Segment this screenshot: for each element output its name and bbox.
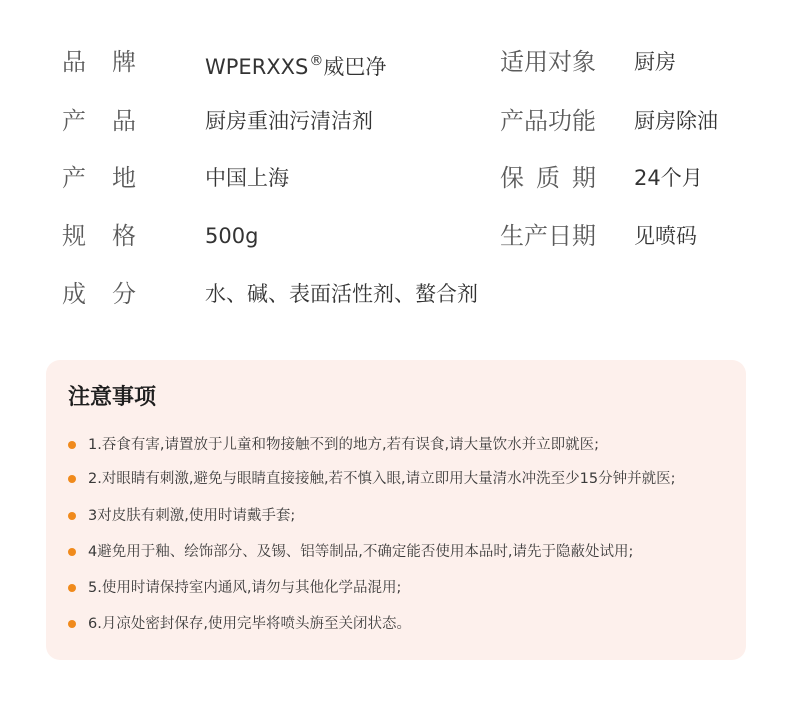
brand-value — [205, 46, 386, 82]
origin-label: 产地 — [62, 164, 162, 192]
product-spec-table — [0, 0, 790, 340]
notice-title: 注意事项 — [68, 385, 157, 410]
bullet-dot-icon — [68, 620, 76, 628]
notice-panel — [46, 360, 746, 660]
bullet-dot-icon — [68, 512, 76, 520]
function-value: 厨房除油 — [634, 109, 718, 133]
brand-name: WPERXXS — [205, 55, 309, 79]
ingredients-value: 水、碱、表面活性剂、螯合剂 — [205, 282, 478, 306]
bullet-dot-icon — [68, 584, 76, 592]
product-value: 厨房重油污清洁剂 — [205, 109, 373, 133]
notice-item-6 — [68, 613, 411, 635]
notice-item-text: 1.吞食有害,请置放于儿童和物接触不到的地方,若有误食,请大量饮水并立即就医; — [88, 437, 600, 453]
bullet-dot-icon — [68, 475, 76, 483]
brand-name-cn: 威巴净 — [323, 55, 387, 79]
notice-item-text: 6.月凉处密封保存,使用完毕将喷头旃至关闭状态。 — [88, 616, 411, 632]
notice-item-4 — [68, 541, 633, 563]
spec-value: 500g — [205, 224, 259, 248]
registered-mark: ® — [309, 53, 324, 69]
bullet-dot-icon — [68, 441, 76, 449]
product-label: 产品 — [62, 107, 162, 135]
spec-label: 规格 — [62, 222, 162, 250]
shelf-life-label: 保质期 — [500, 164, 608, 192]
brand-label: 品牌 — [62, 48, 162, 76]
notice-item-2 — [68, 468, 676, 490]
production-date-label: 生产日期 — [500, 222, 596, 250]
notice-item-1 — [68, 434, 599, 456]
ingredients-label: 成分 — [62, 280, 162, 308]
origin-value: 中国上海 — [205, 166, 289, 190]
bullet-dot-icon — [68, 548, 76, 556]
applicable-label: 适用对象 — [500, 48, 596, 76]
applicable-value: 厨房 — [634, 50, 676, 74]
production-date-value: 见喷码 — [634, 224, 697, 248]
notice-item-5 — [68, 577, 401, 599]
notice-item-text: 4避免用于釉、绘饰部分、及锡、铝等制品,不确定能否使用本品时,请先于隐蔽处试用; — [88, 544, 634, 560]
shelf-life-value: 24个月 — [634, 166, 703, 190]
notice-item-text: 2.对眼睛有刺激,避免与眼睛直接接触,若不慎入眼,请立即用大量清水冲洗至少15分钟并就医; — [88, 471, 676, 487]
notice-item-text: 5.使用时请保持室内通风,请勿与其他化学品混用; — [88, 580, 402, 596]
notice-item-3 — [68, 505, 295, 527]
function-label: 产品功能 — [500, 107, 596, 135]
notice-item-text: 3对皮肤有刺激,使用时请戴手套; — [88, 508, 296, 524]
